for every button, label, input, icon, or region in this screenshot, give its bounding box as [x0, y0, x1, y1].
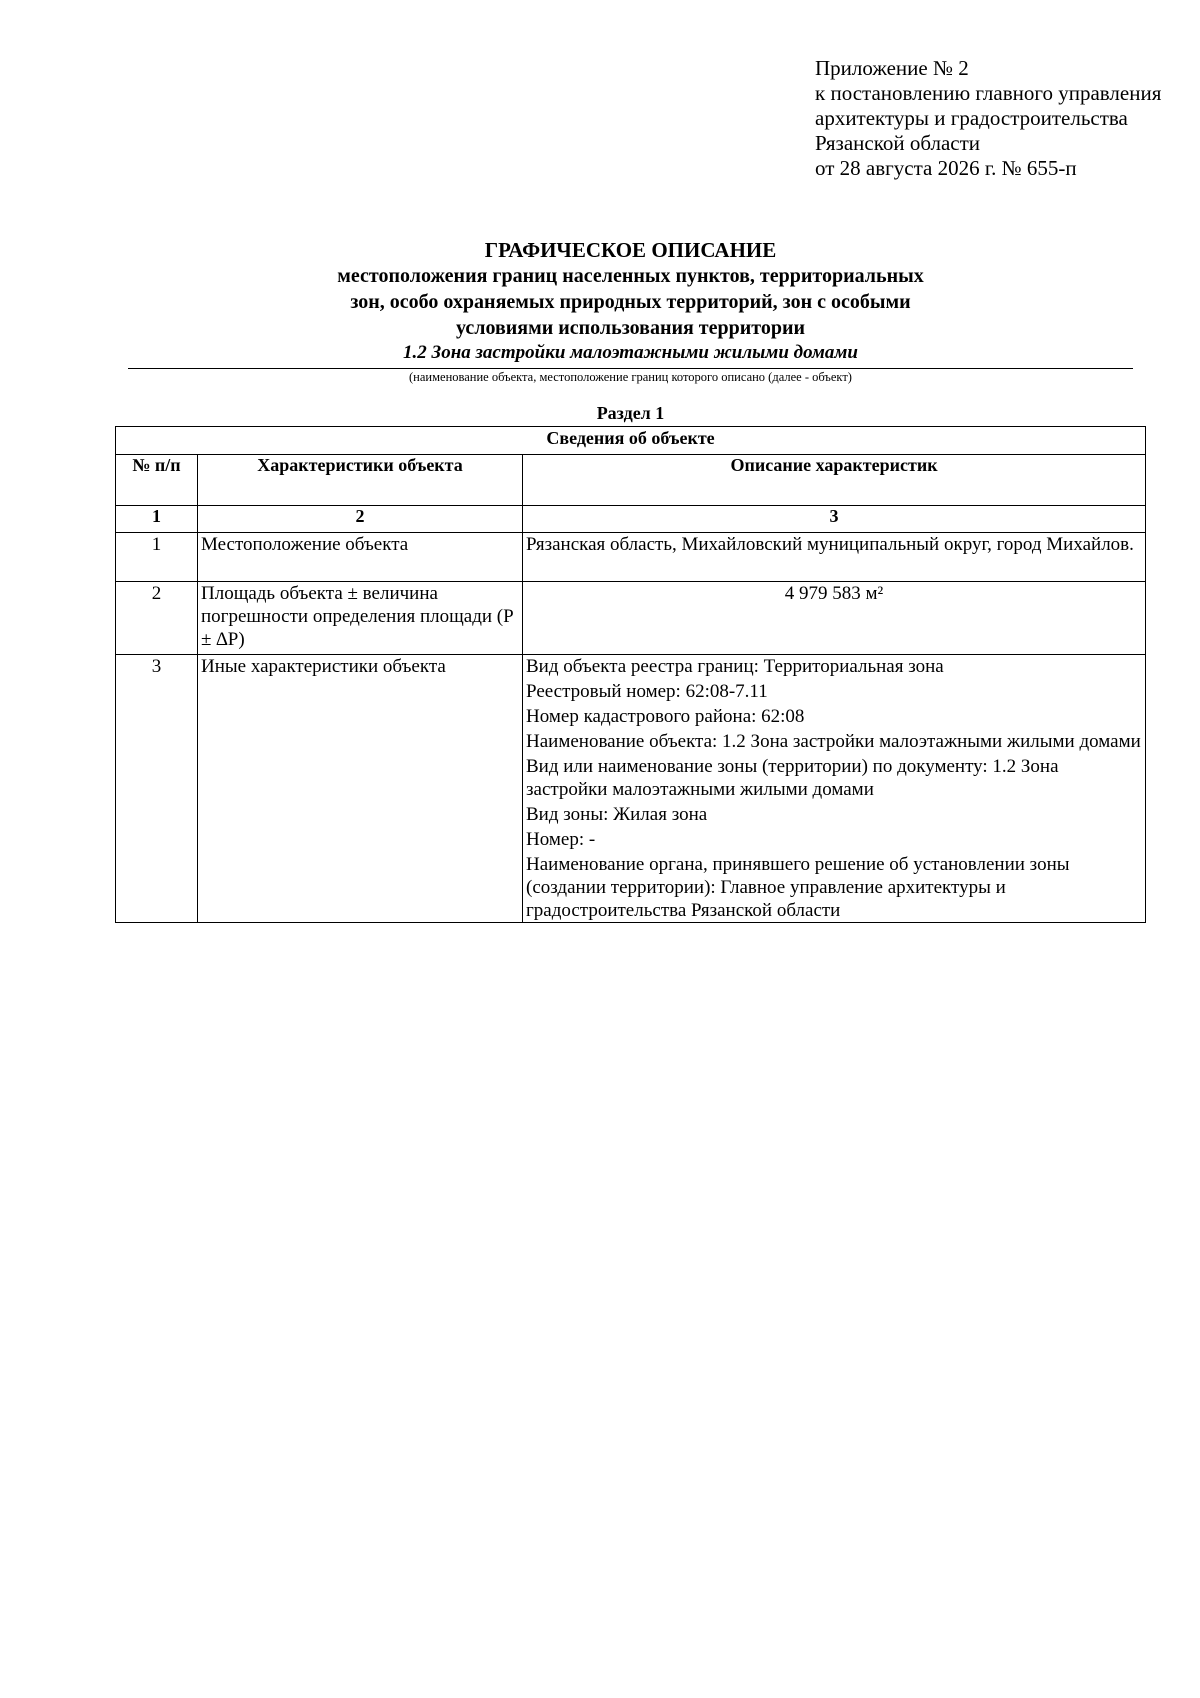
row-number: 3 — [116, 655, 198, 923]
section-title: Раздел 1 — [596, 403, 665, 423]
appendix-line: Приложение № 2 — [815, 56, 969, 80]
row-characteristic: Иные характеристики объекта — [198, 655, 523, 923]
row-characteristic: Площадь объекта ± величина погрешности определения площади (P ± ∆P) — [198, 582, 523, 655]
row-description: 4 979 583 м² — [523, 582, 1146, 655]
document-subtitle-line: зон, особо охраняемых природных территорий, зон с особыми — [350, 291, 911, 313]
row-number: 1 — [116, 533, 198, 582]
description-line: Вид зоны: Жилая зона — [526, 804, 708, 825]
object-caption: (наименование объекта, местоположение границ которого описано (далее - объект) — [409, 370, 852, 384]
row-description — [523, 655, 1146, 923]
document-title: ГРАФИЧЕСКОЕ ОПИСАНИЕ — [484, 238, 777, 262]
appendix-line: к постановлению главного управления — [815, 81, 1162, 105]
column-number: 1 — [116, 506, 198, 533]
appendix-block — [815, 56, 1195, 181]
header-characteristic: Характеристики объекта — [198, 455, 523, 506]
table-caption: Сведения об объекте — [116, 427, 1146, 455]
row-characteristic: Местоположение объекта — [198, 533, 523, 582]
description-line: Наименование органа, принявшего решение об установлении зоны (создании территории): Главное управление архитектуры и градостроительства Рязанской области — [526, 854, 1070, 921]
row-description: Рязанская область, Михайловский муниципальный округ, город Михайлов. — [523, 533, 1146, 582]
table-caption-row — [116, 427, 1146, 455]
object-info-table — [115, 426, 1146, 923]
header-number: № п/п — [116, 455, 198, 506]
header-description: Описание характеристик — [523, 455, 1146, 506]
description-line: Вид или наименование зоны (территории) по документу: 1.2 Зона застройки малоэтажными жилыми домами — [526, 756, 1059, 800]
appendix-line: от 28 августа 2026 г. № 655-п — [815, 156, 1077, 180]
column-number: 2 — [198, 506, 523, 533]
table-row — [116, 582, 1146, 655]
object-name: 1.2 Зона застройки малоэтажными жилыми домами — [403, 342, 858, 363]
title-block — [128, 238, 1133, 365]
appendix-line: Рязанской области — [815, 131, 981, 155]
description-line: Номер: - — [526, 829, 596, 850]
column-number-row — [116, 506, 1146, 533]
table-row — [116, 655, 1146, 923]
description-line: Реестровый номер: 62:08-7.11 — [526, 681, 768, 702]
document-subtitle-line: местоположения границ населенных пунктов, территориальных — [337, 265, 924, 287]
column-number: 3 — [523, 506, 1146, 533]
row-number: 2 — [116, 582, 198, 655]
description-line: Номер кадастрового района: 62:08 — [526, 706, 805, 727]
table-header-row — [116, 455, 1146, 506]
appendix-line: архитектуры и градостроительства — [815, 106, 1128, 130]
table-row — [116, 533, 1146, 582]
description-line: Наименование объекта: 1.2 Зона застройки малоэтажными жилыми домами — [526, 731, 1141, 752]
description-line: Вид объекта реестра границ: Территориальная зона — [526, 656, 944, 677]
document-subtitle-line: условиями использования территории — [455, 317, 806, 339]
